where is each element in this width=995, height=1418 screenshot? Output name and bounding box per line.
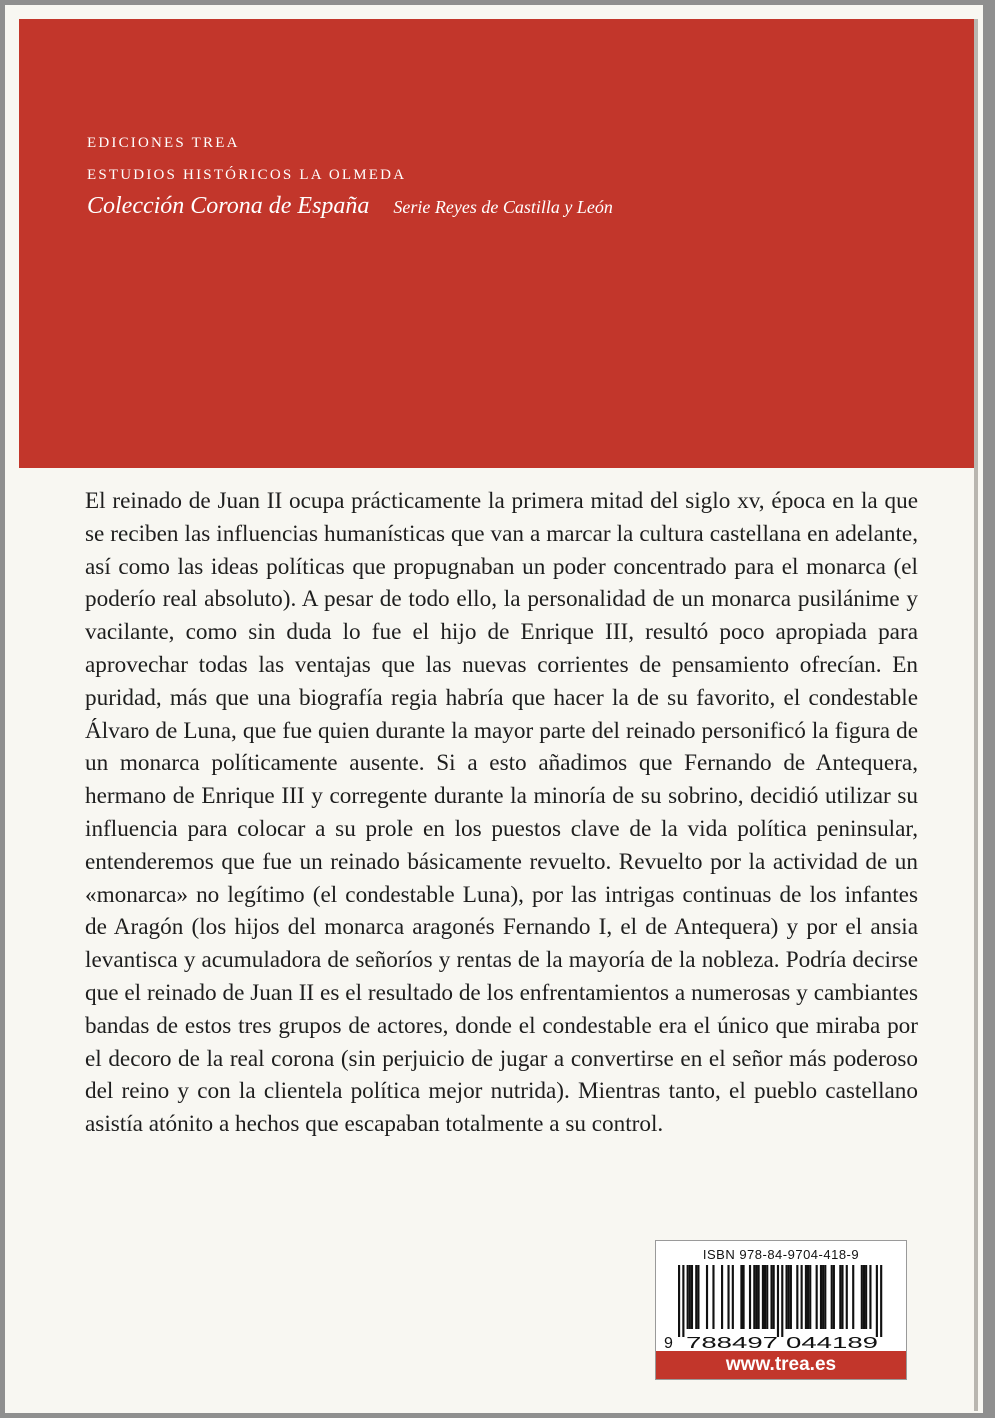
barcode-bar — [809, 1265, 811, 1329]
series-title: Serie Reyes de Castilla y León — [393, 197, 613, 217]
barcode-bar — [880, 1265, 882, 1337]
barcode-bar — [788, 1265, 790, 1329]
barcode-bar — [712, 1265, 714, 1329]
barcode-bar — [689, 1265, 691, 1329]
isbn-label: ISBN 978-84-9704-418-9 — [702, 1247, 860, 1262]
barcode-bar — [777, 1265, 779, 1337]
barcode-bar — [861, 1265, 863, 1329]
barcode-digit-first: 9 — [664, 1335, 673, 1351]
barcode-digits-right: 044189 — [786, 1335, 879, 1351]
barcode-bar — [682, 1265, 684, 1337]
barcode-bar — [762, 1265, 764, 1329]
barcode-bar — [727, 1265, 729, 1329]
barcode-bar — [678, 1265, 680, 1337]
isbn-barcode-block — [655, 1240, 907, 1380]
barcode-bar — [740, 1265, 742, 1329]
barcode-bar — [841, 1265, 843, 1329]
barcode-bar — [732, 1265, 734, 1329]
barcode-bar — [820, 1265, 822, 1329]
publisher-url[interactable]: www.trea.es — [656, 1351, 906, 1379]
barcode-bar — [865, 1265, 867, 1329]
barcode-bar — [687, 1265, 689, 1329]
barcode-bar — [863, 1265, 865, 1329]
collection-title: Colección Corona de España — [87, 193, 370, 219]
barcode-bar — [706, 1265, 708, 1329]
barcode-bar — [764, 1265, 766, 1329]
barcode-bar — [807, 1265, 809, 1329]
barcode-bar — [824, 1265, 826, 1329]
red-header-band — [19, 19, 974, 468]
cover-edge — [974, 19, 978, 1411]
barcode-bar — [691, 1265, 693, 1329]
barcode-bar — [876, 1265, 878, 1337]
barcode-bar — [697, 1265, 699, 1329]
barcode-bar — [831, 1265, 833, 1329]
barcode-bar — [833, 1265, 835, 1329]
barcode-bar — [753, 1265, 755, 1329]
barcode-bar — [721, 1265, 723, 1329]
barcode-bar — [758, 1265, 760, 1329]
barcode-bar — [822, 1265, 824, 1329]
barcode-bars — [678, 1265, 882, 1337]
barcode-bar — [816, 1265, 818, 1329]
barcode-bar — [755, 1265, 757, 1329]
barcode-bar — [801, 1265, 803, 1329]
barcode-digits-left: 788497 — [686, 1335, 779, 1351]
collection-row — [87, 193, 613, 220]
barcode-bar — [695, 1265, 697, 1329]
barcode-bar — [839, 1265, 841, 1329]
barcode-bar — [766, 1265, 768, 1329]
publisher-imprint: ESTUDIOS HISTÓRICOS LA OLMEDA — [87, 167, 407, 183]
barcode — [664, 1265, 900, 1351]
synopsis-text: El reinado de Juan II ocupa prácticamente la primera mitad del siglo xv, época en la que se reciben las influencias humanísticas que van a marcar la cultura castellana en adelante, así como las ideas políticas que propugnaban un poder concentrado para el monarca (el poderío real absoluto). A pesar de todo ello, la personalidad de un monarca pusilánime y vacilante, como sin duda lo fue el hijo de Enrique III, resultó poco apropiada para aprovechar todas las ventajas que las nuevas corrientes de pensamiento ofrecían. En puridad, más que una biografía regia habría que hacer la de su favorito, el condestable Álvaro de Luna, que fue quien durante la mayor parte del reinado personificó la figura de un monarca políticamente ausente. Si a esto añadimos que Fernando de Antequera, hermano de Enrique III y corregente durante la minoría de su sobrino, decidió utilizar su influencia para colocar a su prole en los puestos clave de la vida política peninsular, entenderemos que fue un reinado básicamente revuelto. Revuelto por la actividad de un «monarca» no legítimo (el condestable Luna), por las intrigas continuas de los infantes de Aragón (los hijos del monarca aragonés Fernando I, el de Antequera) y por el ansia levantisca y acumuladora de señoríos y rentas de la mayoría de la nobleza. Podría decirse que el reinado de Juan II es el resultado de los enfrentamientos a numerosas y cambiantes bandas de estos tres grupos de actores, donde el condestable era el único que miraba por el decoro de la real corona (sin perjuicio de jugar a convertirse en el señor más poderoso del reino y con la clientela política mejor nutrida). Mientras tanto, el pueblo castellano asistía atónito a hechos que escapaban totalmente a su control. — [85, 488, 918, 1138]
barcode-bar — [749, 1265, 751, 1329]
barcode-bar — [770, 1265, 772, 1329]
barcode-bar — [796, 1265, 798, 1329]
barcode-bar — [786, 1265, 788, 1329]
publisher-name: EDICIONES TREA — [87, 135, 240, 151]
barcode-bar — [743, 1265, 745, 1329]
barcode-bar — [805, 1265, 807, 1329]
barcode-bar — [781, 1265, 783, 1337]
barcode-bar — [852, 1265, 854, 1329]
barcode-bar — [790, 1265, 792, 1329]
barcode-bar — [773, 1265, 775, 1329]
barcode-bar — [869, 1265, 871, 1329]
barcode-bar — [846, 1265, 848, 1329]
